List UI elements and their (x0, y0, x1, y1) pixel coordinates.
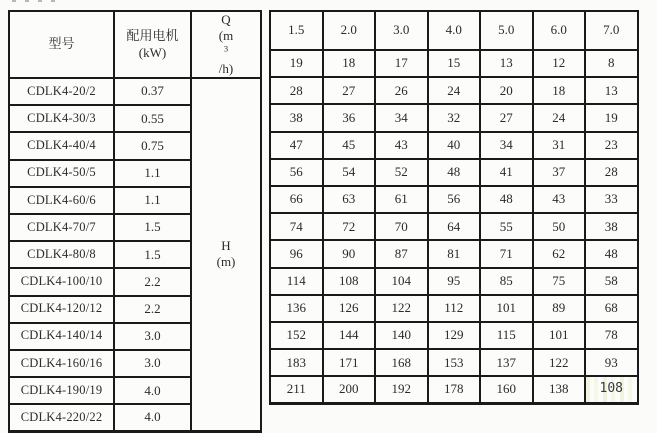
table-row (270, 295, 638, 322)
h-value-cell: 90 (323, 240, 376, 267)
model-cell: CDLK4-160/16 (9, 350, 114, 377)
flow-column-header: 4.0 (428, 11, 481, 50)
table-row (270, 213, 638, 240)
table-row (270, 132, 638, 159)
h-value-cell: 56 (270, 159, 323, 186)
h-value-cell: 140 (375, 322, 428, 349)
h-value-cell: 20 (480, 77, 533, 104)
h-value-cell: 50 (533, 213, 586, 240)
motor-header-line1: 配用电机 (126, 28, 179, 44)
h-value-cell: 27 (323, 77, 376, 104)
table-row (270, 268, 638, 295)
q-unit-superscript: 3 (223, 43, 229, 54)
power-cell: 1.5 (114, 214, 191, 241)
h-value-cell: 62 (533, 240, 586, 267)
h-value-cell: 160 (480, 376, 533, 403)
h-value-cell: 13 (480, 50, 533, 77)
table-row (270, 376, 638, 403)
h-value-cell: 19 (270, 50, 323, 77)
h-value-cell: 138 (533, 376, 586, 403)
model-cell: CDLK4-80/8 (9, 241, 114, 268)
h-label: H (221, 238, 231, 254)
power-cell: 1.1 (114, 187, 191, 214)
h-value-cell: 40 (428, 132, 481, 159)
h-value-cell: 41 (480, 159, 533, 186)
h-value-cell: 178 (428, 376, 481, 403)
head-unit-merged-cell (191, 78, 261, 431)
h-value-cell: 23 (585, 132, 638, 159)
h-value-cell: 18 (323, 50, 376, 77)
h-value-cell: 19 (585, 104, 638, 131)
h-value-cell: 96 (270, 240, 323, 267)
h-value-cell: 48 (428, 159, 481, 186)
h-value-cell: 192 (375, 376, 428, 403)
model-cell: CDLK4-140/14 (9, 323, 114, 350)
model-cell: CDLK4-50/5 (9, 160, 114, 187)
power-cell: 0.75 (114, 132, 191, 159)
h-value-cell: 56 (428, 186, 481, 213)
h-value-cell: 63 (323, 186, 376, 213)
h-value-cell: 15 (428, 50, 481, 77)
power-cell: 0.55 (114, 105, 191, 132)
h-value-cell: 38 (585, 213, 638, 240)
h-value-cell: 26 (375, 77, 428, 104)
h-value-cell: 48 (585, 240, 638, 267)
q-header-symbol: Q (221, 12, 231, 27)
h-value-cell: 18 (533, 77, 586, 104)
model-cell: CDLK4-70/7 (9, 214, 114, 241)
h-value-cell: 168 (375, 349, 428, 376)
flow-column-header: 1.5 (270, 11, 323, 50)
h-value-cell: 17 (375, 50, 428, 77)
h-value-cell: 58 (585, 268, 638, 295)
h-value-cell: 85 (480, 268, 533, 295)
h-value-cell: 34 (480, 132, 533, 159)
h-value-cell: 64 (428, 213, 481, 240)
power-cell: 4.0 (114, 377, 191, 404)
flow-column-header: 7.0 (585, 11, 638, 50)
h-value-cell: 38 (270, 104, 323, 131)
q-header-unit (192, 28, 260, 77)
h-value-cell: 24 (533, 104, 586, 131)
h-value-cell: 122 (375, 295, 428, 322)
h-value-cell: 108 (323, 268, 376, 295)
header-row (9, 11, 261, 78)
pump-spec-table (8, 10, 639, 433)
model-cell: CDLK4-120/12 (9, 296, 114, 323)
power-cell: 4.0 (114, 404, 191, 431)
h-value-cell: 45 (323, 132, 376, 159)
h-value-cell: 32 (428, 104, 481, 131)
h-value-cell: 8 (585, 50, 638, 77)
h-value-cell: 27 (480, 104, 533, 131)
h-value-cell: 52 (375, 159, 428, 186)
table-row (270, 159, 638, 186)
h-value-cell: 183 (270, 349, 323, 376)
flow-column-header: 6.0 (533, 11, 586, 50)
model-cell: CDLK4-20/2 (9, 78, 114, 105)
h-value-cell: 31 (533, 132, 586, 159)
h-value-cell: 81 (428, 240, 481, 267)
h-value-cell: 129 (428, 322, 481, 349)
table-row (270, 349, 638, 376)
h-value-cell: 43 (533, 186, 586, 213)
h-value-cell: 95 (428, 268, 481, 295)
h-value-cell: 72 (323, 213, 376, 240)
h-value-cell: 78 (585, 322, 638, 349)
power-cell: 2.2 (114, 268, 191, 295)
model-cell: CDLK4-30/3 (9, 105, 114, 132)
model-cell: CDLK4-40/4 (9, 132, 114, 159)
h-value-cell: 114 (270, 268, 323, 295)
model-cell: CDLK4-220/22 (9, 404, 114, 431)
flow-column-header: 3.0 (375, 11, 428, 50)
h-value-cell: 43 (375, 132, 428, 159)
table-row (270, 104, 638, 131)
table-row (270, 240, 638, 267)
h-value-cell: 13 (585, 77, 638, 104)
power-cell: 3.0 (114, 350, 191, 377)
column-header-model: 型号 (9, 11, 114, 78)
h-value-cell: 153 (428, 349, 481, 376)
h-value-cell: 144 (323, 322, 376, 349)
h-value-cell: 211 (270, 376, 323, 403)
h-value-cell: 122 (533, 349, 586, 376)
h-value-cell: 68 (585, 295, 638, 322)
power-cell: 1.5 (114, 241, 191, 268)
h-value-cell: 171 (323, 349, 376, 376)
model-cell: CDLK4-60/6 (9, 187, 114, 214)
h-value-cell: 104 (375, 268, 428, 295)
table-row (270, 322, 638, 349)
h-value-cell: 112 (428, 295, 481, 322)
table-row (270, 50, 638, 77)
h-value-cell: 200 (323, 376, 376, 403)
h-value-cell: 71 (480, 240, 533, 267)
q-unit-suffix: /h) (218, 60, 234, 76)
h-value-cell: 54 (323, 159, 376, 186)
h-value-cell: 24 (428, 77, 481, 104)
power-cell: 2.2 (114, 296, 191, 323)
h-value-cell: 101 (480, 295, 533, 322)
h-value-cell: 28 (585, 159, 638, 186)
column-header-motor-power (114, 11, 191, 78)
h-value-cell: 47 (270, 132, 323, 159)
h-value-cell: 115 (480, 322, 533, 349)
h-value-cell: 89 (533, 295, 586, 322)
power-cell: 3.0 (114, 323, 191, 350)
h-value-cell highlight: 108 (585, 376, 638, 403)
table-row (270, 77, 638, 104)
h-value-cell: 48 (480, 186, 533, 213)
flow-column-header: 5.0 (480, 11, 533, 50)
model-cell: CDLK4-190/19 (9, 377, 114, 404)
h-value-cell: 34 (375, 104, 428, 131)
h-value-cell: 36 (323, 104, 376, 131)
pump-spec-table-right (269, 10, 639, 405)
h-value-cell: 33 (585, 186, 638, 213)
h-value-cell: 136 (270, 295, 323, 322)
h-value-cell: 37 (533, 159, 586, 186)
power-cell: 0.37 (114, 78, 191, 105)
h-value-cell: 12 (533, 50, 586, 77)
pump-spec-table-left (8, 10, 262, 433)
h-value-cell: 137 (480, 349, 533, 376)
clipped-text-fragment (12, 0, 92, 3)
h-value-cell: 152 (270, 322, 323, 349)
q-unit-prefix: (m (218, 28, 234, 44)
h-value-cell: 87 (375, 240, 428, 267)
model-cell: CDLK4-100/10 (9, 268, 114, 295)
h-value-cell: 55 (480, 213, 533, 240)
h-value-cell: 126 (323, 295, 376, 322)
h-value-cell: 61 (375, 186, 428, 213)
h-value-cell: 74 (270, 213, 323, 240)
power-cell: 1.1 (114, 160, 191, 187)
h-unit: (m) (216, 254, 236, 270)
h-value-cell: 66 (270, 186, 323, 213)
h-value-cell: 75 (533, 268, 586, 295)
flow-column-header: 2.0 (323, 11, 376, 50)
h-value-cell: 28 (270, 77, 323, 104)
column-header-flow-q (191, 11, 261, 78)
header-row (270, 11, 638, 50)
motor-header-line2: (kW) (138, 44, 167, 60)
table-row (270, 186, 638, 213)
h-value-cell: 101 (533, 322, 586, 349)
h-value-cell: 70 (375, 213, 428, 240)
table-row (9, 78, 261, 105)
h-value-cell: 93 (585, 349, 638, 376)
